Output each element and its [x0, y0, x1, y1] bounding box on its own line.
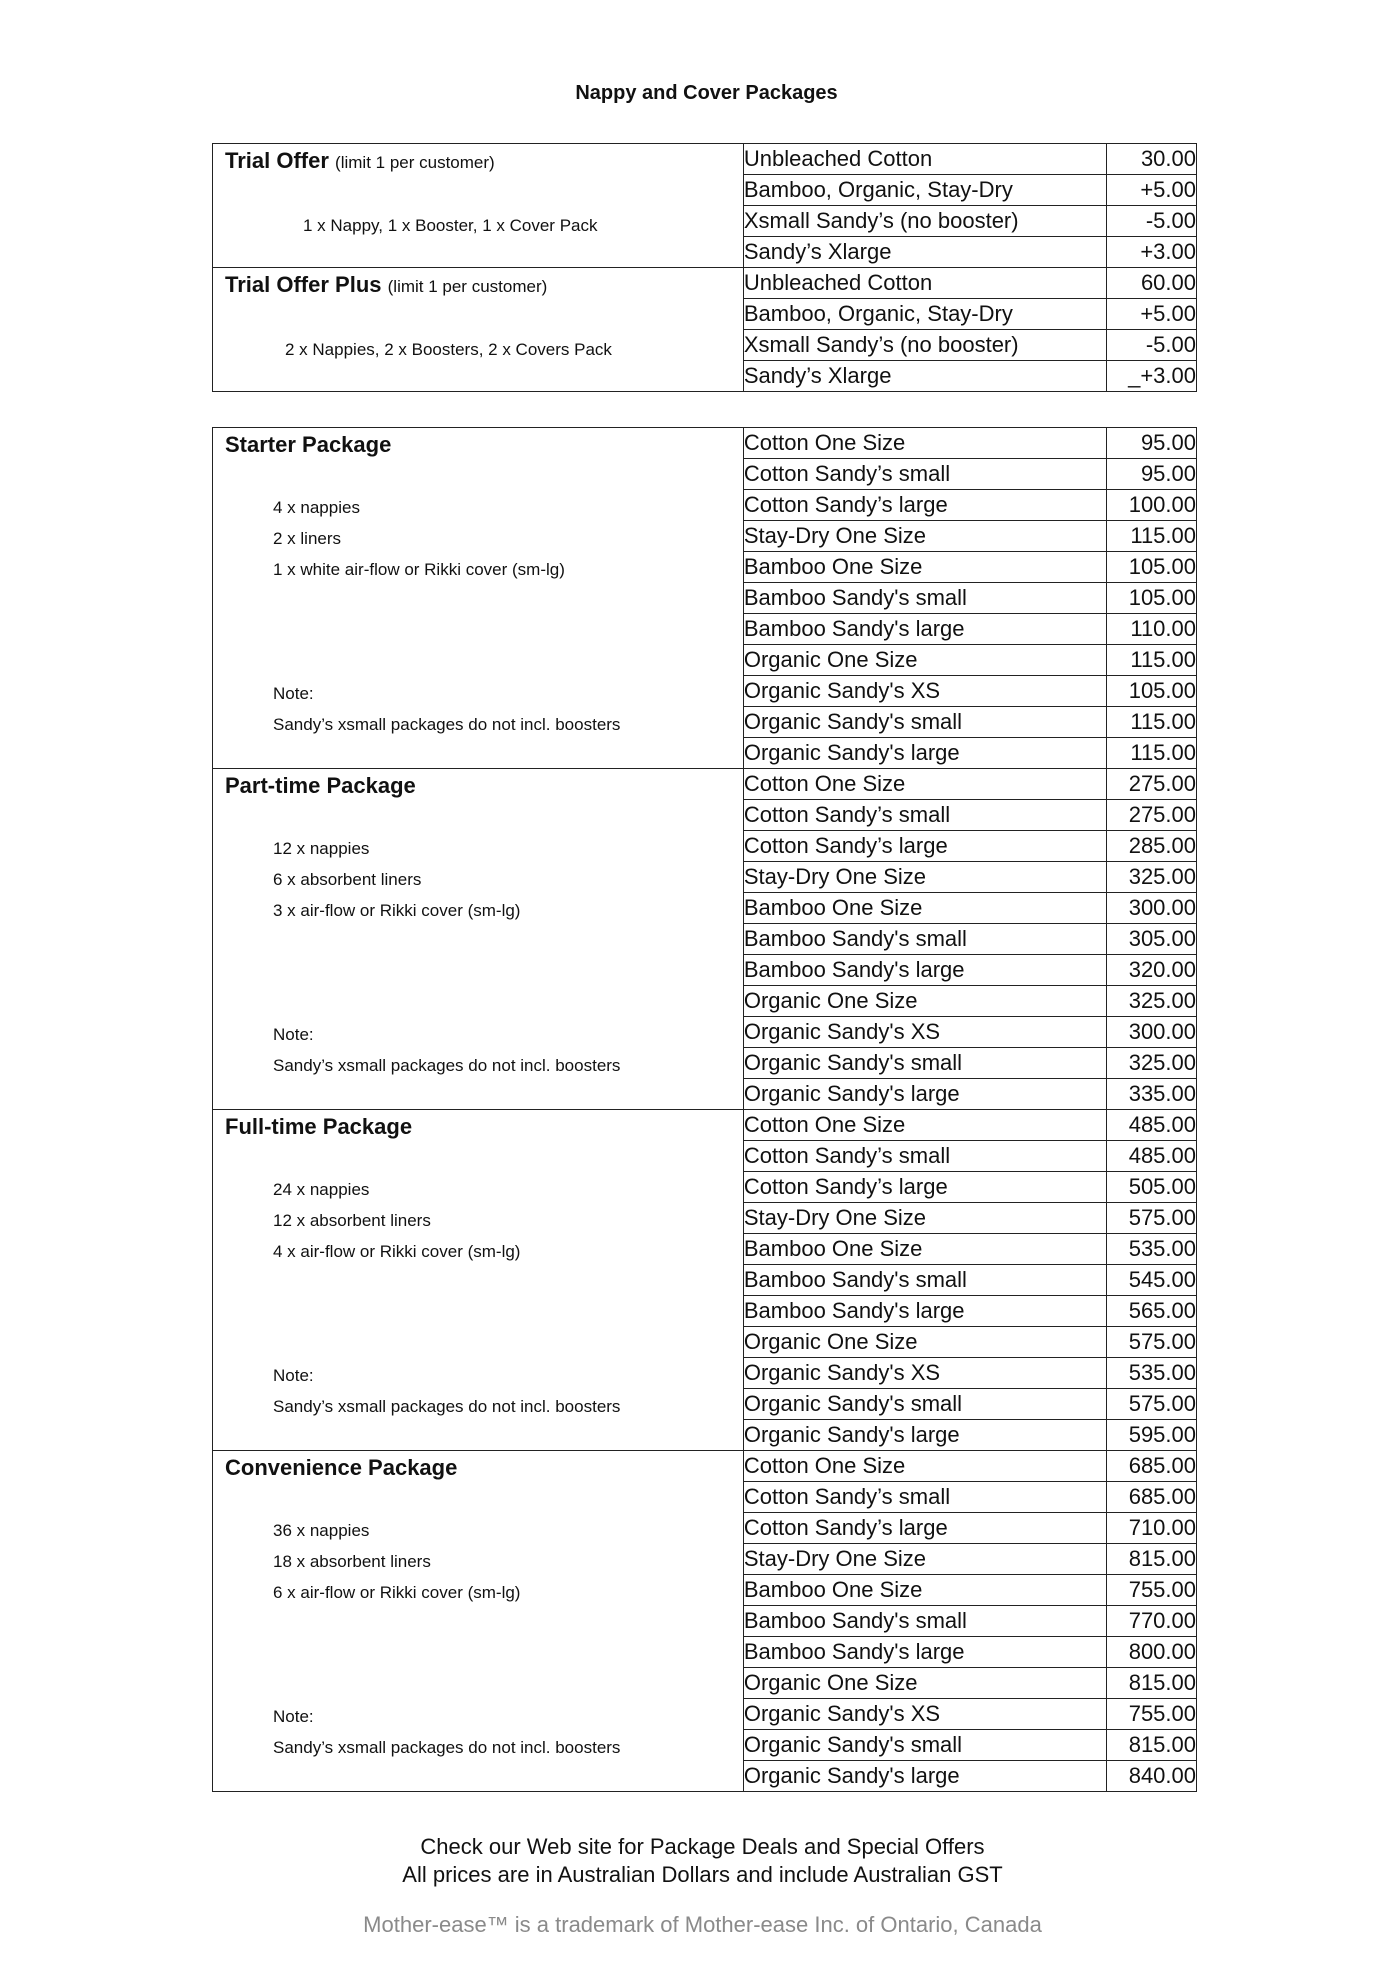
option-cell: Organic Sandy's large — [743, 1079, 1106, 1110]
option-cell: Cotton One Size — [743, 769, 1106, 800]
price-cell: 710.00 — [1106, 1513, 1196, 1544]
trial-offers-table — [212, 143, 1197, 392]
option-cell: Organic One Size — [743, 645, 1106, 676]
note-label: Note: — [273, 1025, 314, 1044]
price-cell: 685.00 — [1106, 1451, 1196, 1482]
page-title: Nappy and Cover Packages — [575, 82, 838, 104]
price-cell: 815.00 — [1106, 1544, 1196, 1575]
option-cell: Bamboo, Organic, Stay-Dry — [743, 175, 1106, 206]
option-cell: Stay-Dry One Size — [743, 1544, 1106, 1575]
package-item: 18 x absorbent liners — [273, 1552, 431, 1571]
note-label: Note: — [273, 1366, 314, 1385]
price-cell: 275.00 — [1106, 769, 1196, 800]
option-cell: Cotton One Size — [743, 1451, 1106, 1482]
table-row — [213, 1110, 1197, 1141]
package-name: Trial Offer Plus (limit 1 per customer) — [225, 272, 548, 297]
price-cell: 575.00 — [1106, 1389, 1196, 1420]
option-cell: Xsmall Sandy’s (no booster) — [743, 330, 1106, 361]
footer-web-note: Check our Web site for Package Deals and Special Offers — [420, 1834, 985, 1859]
option-cell: Cotton One Size — [743, 1110, 1106, 1141]
price-cell: 115.00 — [1106, 521, 1196, 552]
price-cell: _+3.00 — [1106, 361, 1196, 392]
package-item: 12 x nappies — [273, 839, 370, 858]
footer-currency-note: All prices are in Australian Dollars and include Australian GST — [402, 1862, 1003, 1887]
option-cell: Xsmall Sandy’s (no booster) — [743, 206, 1106, 237]
price-cell: 95.00 — [1106, 459, 1196, 490]
option-cell: Organic Sandy's small — [743, 1048, 1106, 1079]
option-cell: Cotton Sandy’s small — [743, 800, 1106, 831]
price-cell: 110.00 — [1106, 614, 1196, 645]
option-cell: Organic One Size — [743, 986, 1106, 1017]
option-cell: Organic Sandy's small — [743, 1730, 1106, 1761]
option-cell: Bamboo Sandy's large — [743, 1296, 1106, 1327]
option-cell: Organic Sandy's XS — [743, 1358, 1106, 1389]
package-name: Part-time Package — [225, 773, 416, 798]
package-item: 12 x absorbent liners — [273, 1211, 431, 1230]
price-cell: 815.00 — [1106, 1730, 1196, 1761]
trial-offer-plus-description — [213, 268, 744, 392]
table-row — [213, 1451, 1197, 1482]
option-cell: Cotton Sandy’s small — [743, 1482, 1106, 1513]
package-description-parttime — [213, 769, 744, 1110]
package-item: 6 x absorbent liners — [273, 870, 422, 889]
price-cell: 60.00 — [1106, 268, 1196, 299]
price-cell: 485.00 — [1106, 1110, 1196, 1141]
option-cell: Organic Sandy's large — [743, 1420, 1106, 1451]
option-cell: Bamboo Sandy's small — [743, 924, 1106, 955]
option-cell: Organic One Size — [743, 1327, 1106, 1358]
price-cell: 325.00 — [1106, 1048, 1196, 1079]
package-item: 4 x air-flow or Rikki cover (sm-lg) — [273, 1242, 521, 1261]
option-cell: Cotton Sandy’s large — [743, 1513, 1106, 1544]
option-cell: Bamboo Sandy's small — [743, 1265, 1106, 1296]
price-cell: 575.00 — [1106, 1327, 1196, 1358]
price-cell: +5.00 — [1106, 299, 1196, 330]
price-cell: 485.00 — [1106, 1141, 1196, 1172]
price-cell: 815.00 — [1106, 1668, 1196, 1699]
price-cell: 105.00 — [1106, 583, 1196, 614]
price-cell: 755.00 — [1106, 1575, 1196, 1606]
package-description-starter — [213, 428, 744, 769]
price-cell: -5.00 — [1106, 330, 1196, 361]
price-cell: 770.00 — [1106, 1606, 1196, 1637]
price-cell: 505.00 — [1106, 1172, 1196, 1203]
option-cell: Bamboo One Size — [743, 552, 1106, 583]
price-cell: 100.00 — [1106, 490, 1196, 521]
price-cell: 115.00 — [1106, 707, 1196, 738]
price-cell: +3.00 — [1106, 237, 1196, 268]
limit-note: (limit 1 per customer) — [387, 277, 548, 296]
package-name: Trial Offer (limit 1 per customer) — [225, 148, 495, 173]
package-name: Full-time Package — [225, 1114, 413, 1139]
option-cell: Organic Sandy's XS — [743, 1699, 1106, 1730]
table-row — [213, 428, 1197, 459]
price-cell: 840.00 — [1106, 1761, 1196, 1792]
package-note: Sandy’s xsmall packages do not incl. boosters — [273, 715, 621, 734]
option-cell: Bamboo Sandy's large — [743, 614, 1106, 645]
option-cell: Cotton Sandy’s large — [743, 831, 1106, 862]
trial-offer-description — [213, 144, 744, 268]
price-cell: 95.00 — [1106, 428, 1196, 459]
option-cell: Unbleached Cotton — [743, 144, 1106, 175]
price-cell: 325.00 — [1106, 862, 1196, 893]
price-cell: 800.00 — [1106, 1637, 1196, 1668]
option-cell: Organic Sandy's small — [743, 1389, 1106, 1420]
option-cell: Bamboo, Organic, Stay-Dry — [743, 299, 1106, 330]
option-cell: Organic One Size — [743, 1668, 1106, 1699]
package-item: 6 x air-flow or Rikki cover (sm-lg) — [273, 1583, 521, 1602]
price-cell: 565.00 — [1106, 1296, 1196, 1327]
table-row — [213, 268, 1197, 299]
price-cell: 325.00 — [1106, 986, 1196, 1017]
price-cell: 285.00 — [1106, 831, 1196, 862]
table-row — [213, 144, 1197, 175]
price-cell: 535.00 — [1106, 1234, 1196, 1265]
price-cell: 275.00 — [1106, 800, 1196, 831]
table-row — [213, 769, 1197, 800]
option-cell: Stay-Dry One Size — [743, 521, 1106, 552]
price-cell: 300.00 — [1106, 893, 1196, 924]
package-note: Sandy’s xsmall packages do not incl. boosters — [273, 1738, 621, 1757]
option-cell: Bamboo Sandy's small — [743, 583, 1106, 614]
price-cell: 575.00 — [1106, 1203, 1196, 1234]
package-item: 2 x liners — [273, 529, 342, 548]
option-cell: Bamboo One Size — [743, 1234, 1106, 1265]
option-cell: Organic Sandy's large — [743, 738, 1106, 769]
option-cell: Cotton Sandy’s large — [743, 490, 1106, 521]
package-note: Sandy’s xsmall packages do not incl. boosters — [273, 1056, 621, 1075]
price-cell: 115.00 — [1106, 645, 1196, 676]
price-cell: 105.00 — [1106, 676, 1196, 707]
option-cell: Stay-Dry One Size — [743, 862, 1106, 893]
price-cell: 30.00 — [1106, 144, 1196, 175]
option-cell: Cotton One Size — [743, 428, 1106, 459]
note-label: Note: — [273, 684, 314, 703]
price-cell: 300.00 — [1106, 1017, 1196, 1048]
option-cell: Bamboo Sandy's small — [743, 1606, 1106, 1637]
option-cell: Organic Sandy's small — [743, 707, 1106, 738]
note-label: Note: — [273, 1707, 314, 1726]
packages-table — [212, 427, 1197, 1792]
price-cell: 335.00 — [1106, 1079, 1196, 1110]
limit-note: (limit 1 per customer) — [335, 153, 495, 172]
price-cell: 105.00 — [1106, 552, 1196, 583]
option-cell: Bamboo Sandy's large — [743, 1637, 1106, 1668]
price-cell: 595.00 — [1106, 1420, 1196, 1451]
package-description-fulltime — [213, 1110, 744, 1451]
option-cell: Sandy’s Xlarge — [743, 237, 1106, 268]
option-cell: Bamboo Sandy's large — [743, 955, 1106, 986]
option-cell: Cotton Sandy’s small — [743, 1141, 1106, 1172]
trademark-note: Mother-ease™ is a trademark of Mother-ease Inc. of Ontario, Canada — [363, 1912, 1042, 1937]
package-item: 36 x nappies — [273, 1521, 370, 1540]
package-name: Convenience Package — [225, 1455, 458, 1480]
option-cell: Cotton Sandy’s large — [743, 1172, 1106, 1203]
option-cell: Bamboo One Size — [743, 1575, 1106, 1606]
package-contents: 2 x Nappies, 2 x Boosters, 2 x Covers Pack — [285, 340, 612, 359]
option-cell: Unbleached Cotton — [743, 268, 1106, 299]
option-cell: Bamboo One Size — [743, 893, 1106, 924]
option-cell: Organic Sandy's large — [743, 1761, 1106, 1792]
price-cell: 535.00 — [1106, 1358, 1196, 1389]
price-cell: 545.00 — [1106, 1265, 1196, 1296]
package-description-convenience — [213, 1451, 744, 1792]
package-item: 3 x air-flow or Rikki cover (sm-lg) — [273, 901, 521, 920]
price-cell: 320.00 — [1106, 955, 1196, 986]
price-cell: 115.00 — [1106, 738, 1196, 769]
package-item: 24 x nappies — [273, 1180, 370, 1199]
price-cell: -5.00 — [1106, 206, 1196, 237]
option-cell: Organic Sandy's XS — [743, 1017, 1106, 1048]
package-name: Starter Package — [225, 432, 392, 457]
option-cell: Sandy’s Xlarge — [743, 361, 1106, 392]
package-note: Sandy’s xsmall packages do not incl. boosters — [273, 1397, 621, 1416]
option-cell: Stay-Dry One Size — [743, 1203, 1106, 1234]
option-cell: Organic Sandy's XS — [743, 676, 1106, 707]
package-item: 4 x nappies — [273, 498, 360, 517]
price-cell: +5.00 — [1106, 175, 1196, 206]
price-cell: 755.00 — [1106, 1699, 1196, 1730]
package-contents: 1 x Nappy, 1 x Booster, 1 x Cover Pack — [303, 216, 598, 235]
option-cell: Cotton Sandy’s small — [743, 459, 1106, 490]
price-cell: 685.00 — [1106, 1482, 1196, 1513]
price-cell: 305.00 — [1106, 924, 1196, 955]
package-item: 1 x white air-flow or Rikki cover (sm-lg) — [273, 560, 565, 579]
